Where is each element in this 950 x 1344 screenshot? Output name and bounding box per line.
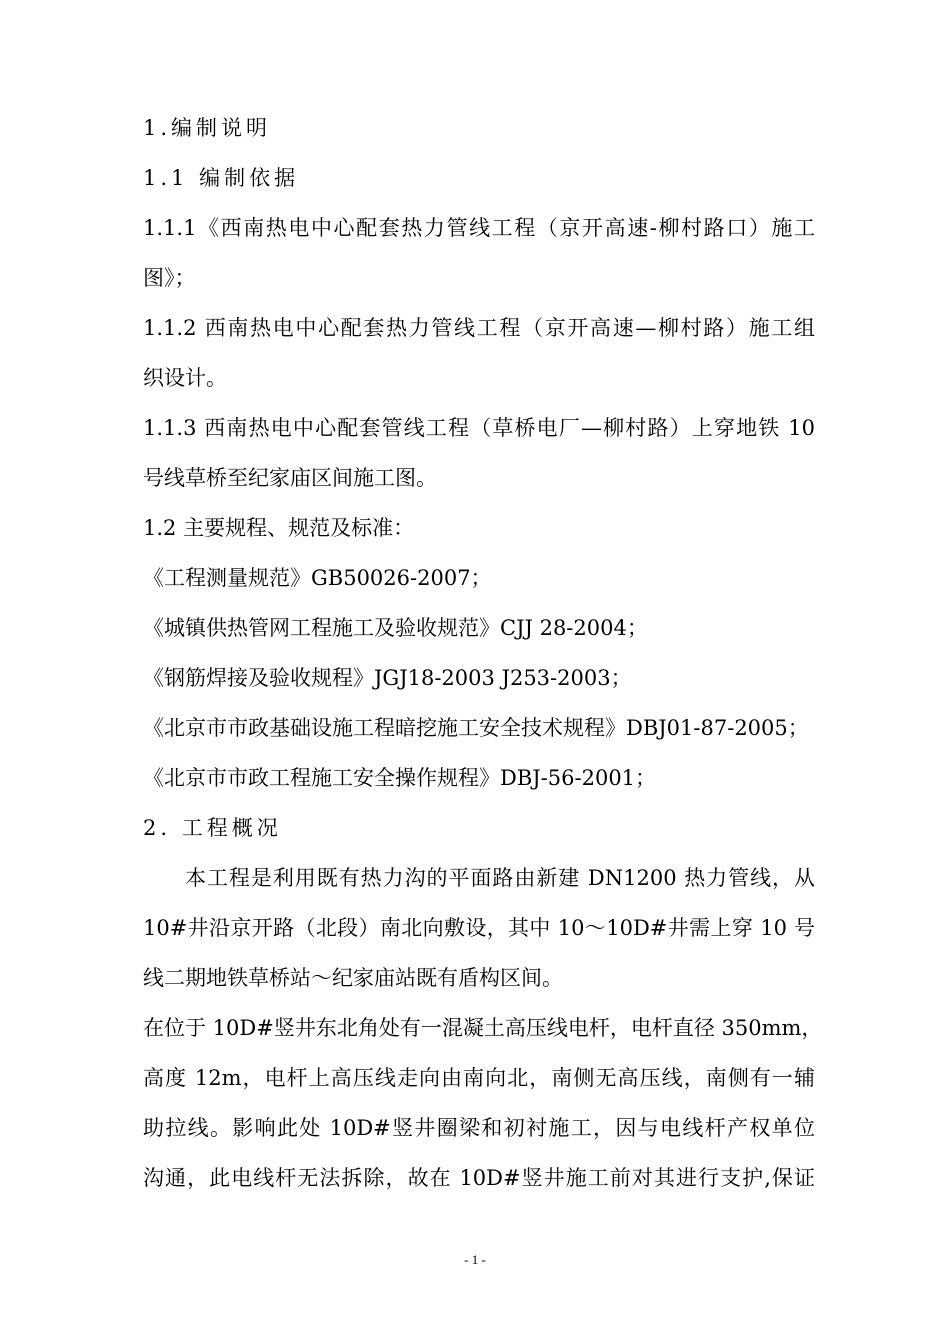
reference-item-1-1-1: 1.1.1《西南热电中心配套热力管线工程（京开高速-柳村路口）施工 xyxy=(143,216,815,240)
pole-paragraph-line: 助拉线。影响此处 10D#竖井圈梁和初衬施工，因与电线杆产权单位 xyxy=(143,1116,815,1140)
pole-paragraph-line: 沟通，此电线杆无法拆除，故在 10D#竖井施工前对其进行支护,保证 xyxy=(143,1166,815,1190)
subsection-heading-1-1: 1.1 编制依据 xyxy=(143,166,300,190)
section-heading-1: 1.编制说明 xyxy=(143,116,272,140)
standard-item: 《北京市市政基础设施工程暗挖施工安全技术规程》DBJ01-87-2005； xyxy=(143,716,809,740)
standard-item: 《钢筋焊接及验收规程》JGJ18-2003 J253-2003； xyxy=(143,666,632,690)
pole-paragraph-line: 高度 12m，电杆上高压线走向由南向北，南侧无高压线，南侧有一辅 xyxy=(143,1066,815,1090)
reference-item-1-1-3-continued: 号线草桥至纪家庙区间施工图。 xyxy=(143,466,437,490)
overview-paragraph-line: 10#井沿京开路（北段）南北向敷设，其中 10～10D#井需上穿 10 号 xyxy=(143,916,815,940)
document-body xyxy=(143,116,823,1216)
page-number: - 1 - xyxy=(464,1252,486,1267)
standard-item: 《北京市市政工程施工安全操作规程》DBJ-56-2001； xyxy=(143,766,657,790)
pole-paragraph-line: 在位于 10D#竖井东北角处有一混凝土高压线电杆，电杆直径 350mm， xyxy=(143,1016,823,1040)
reference-item-1-1-2: 1.1.2 西南热电中心配套热力管线工程（京开高速—柳村路）施工组 xyxy=(143,316,815,340)
section-heading-2: 2. 工程概况 xyxy=(143,816,282,840)
reference-item-1-1-2-continued: 织设计。 xyxy=(143,366,227,390)
subsection-heading-1-2: 1.2 主要规程、规范及标准： xyxy=(143,516,415,540)
overview-paragraph-line: 线二期地铁草桥站～纪家庙站既有盾构区间。 xyxy=(143,966,563,990)
standard-item: 《城镇供热管网工程施工及验收规范》CJJ 28-2004； xyxy=(143,616,648,640)
standard-item: 《工程测量规范》GB50026-2007； xyxy=(143,566,492,590)
overview-paragraph-line: 本工程是利用既有热力沟的平面路由新建 DN1200 热力管线，从 xyxy=(185,866,815,890)
reference-item-1-1-3: 1.1.3 西南热电中心配套管线工程（草桥电厂—柳村路）上穿地铁 10 xyxy=(143,416,815,440)
reference-item-1-1-1-continued: 图》； xyxy=(143,266,196,290)
